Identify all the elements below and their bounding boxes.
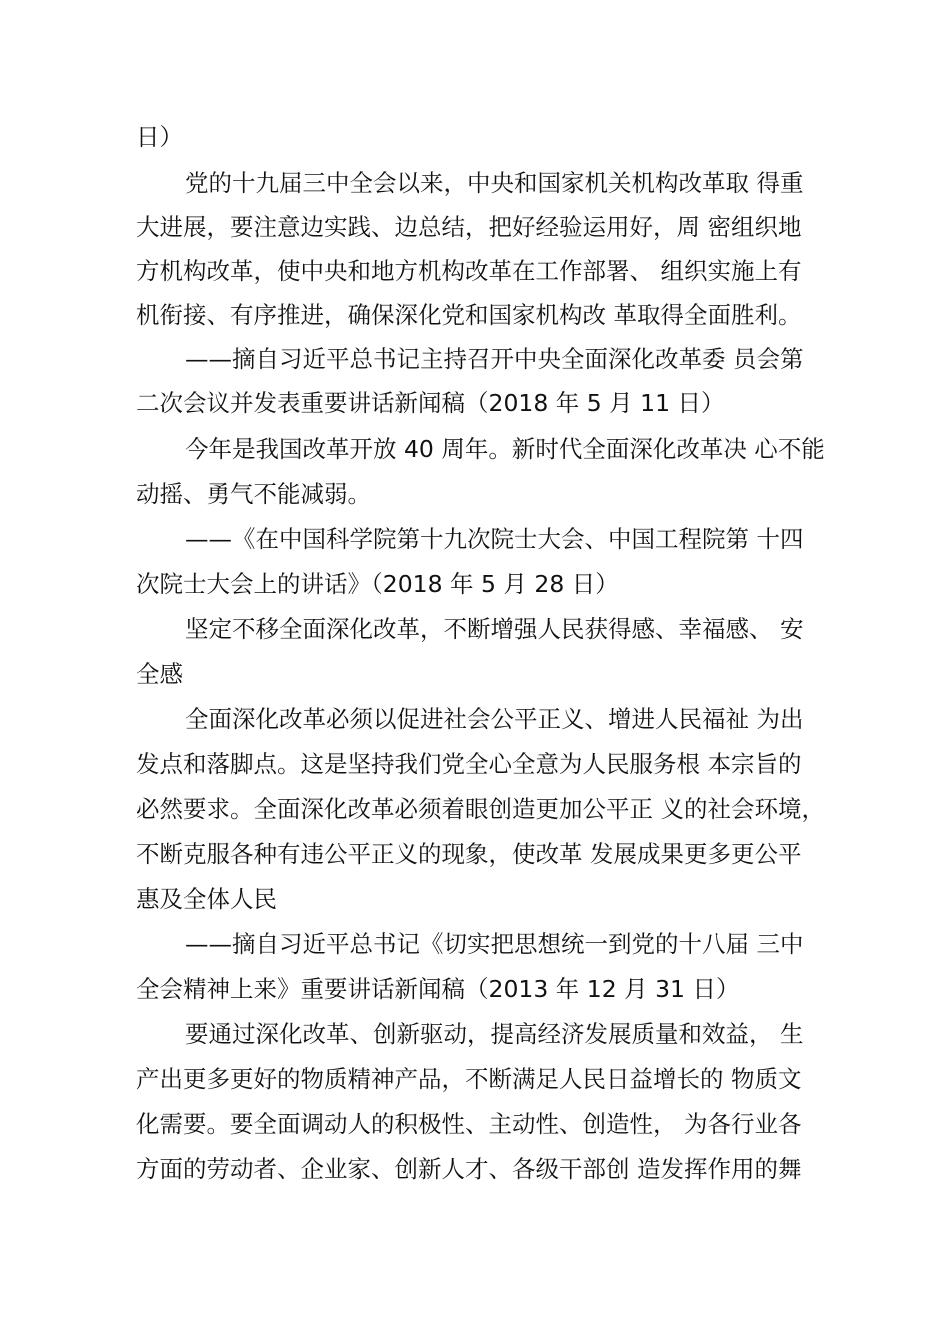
citation-line-start: ——《在中国科学院第十九次院士大会、中国工程院第 十四 [185, 525, 804, 553]
paragraph-innovation-line: 化需要。要全面调动人的积极性、主动性、创造性， 为各行业各 [136, 1110, 802, 1138]
paragraph-fairness-line: 惠及全体人民 [136, 885, 277, 913]
paragraph-fairness-line: 必然要求。全面深化改革必须着眼创造更加公平正 义的社会环境， [136, 795, 825, 823]
paragraph-innovation-line: 方面的劳动者、企业家、创新人才、各级干部创 造发挥作用的舞 [136, 1155, 802, 1183]
paragraph-fairness-start: 全面深化改革必须以促进社会公平正义、增进人民福祉 为出 [185, 705, 804, 733]
paragraph-fairness-line: 发点和落脚点。这是坚持我们党全心全意为人民服务根 本宗旨的 [136, 750, 802, 778]
paragraph-40th-anniversary-start: 今年是我国改革开放 40 周年。新时代全面深化改革决 心不能 [185, 435, 825, 463]
paragraph-40th-anniversary-line: 动摇、勇气不能减弱。 [136, 480, 371, 508]
citation-line-start: ——摘自习近平总书记《切实把思想统一到党的十八届 三中 [185, 930, 804, 958]
citation-line: 二次会议并发表重要讲话新闻稿（2018 年 5 月 11 日） [136, 389, 725, 417]
section-heading-line: 坚定不移全面深化改革，不断增强人民获得感、幸福感、 安 [185, 615, 804, 643]
citation-line: 次院士大会上的讲话》（2018 年 5 月 28 日） [136, 570, 619, 598]
citation-line-start: ——摘自习近平总书记主持召开中央全面深化改革委 员会第 [185, 345, 804, 373]
paragraph-reform-progress-line: 机衔接、有序推进，确保深化党和国家机构改 革取得全面胜利。 [136, 301, 802, 329]
citation-line: 全会精神上来》重要讲话新闻稿（2013 年 12 月 31 日） [136, 975, 740, 1003]
paragraph-fairness-line: 不断克服各种有违公平正义的现象，使改革 发展成果更多更公平 [136, 840, 802, 868]
section-heading-line: 全感 [136, 660, 183, 688]
paragraph-reform-progress-line: 方机构改革，使中央和地方机构改革在工作部署、 组织实施上有 [136, 257, 802, 285]
paragraph-innovation-line: 产出更多更好的物质精神产品，不断满足人民日益增长的 物质文 [136, 1065, 802, 1093]
text-line-continuation: 日） [136, 123, 183, 151]
paragraph-reform-progress-line: 大进展，要注意边实践、边总结，把好经验运用好，周 密组织地 [136, 213, 802, 241]
paragraph-reform-progress-start: 党的十九届三中全会以来，中央和国家机关机构改革取 得重 [185, 169, 804, 197]
paragraph-innovation-start: 要通过深化改革、创新驱动，提高经济发展质量和效益， 生 [185, 1020, 804, 1048]
